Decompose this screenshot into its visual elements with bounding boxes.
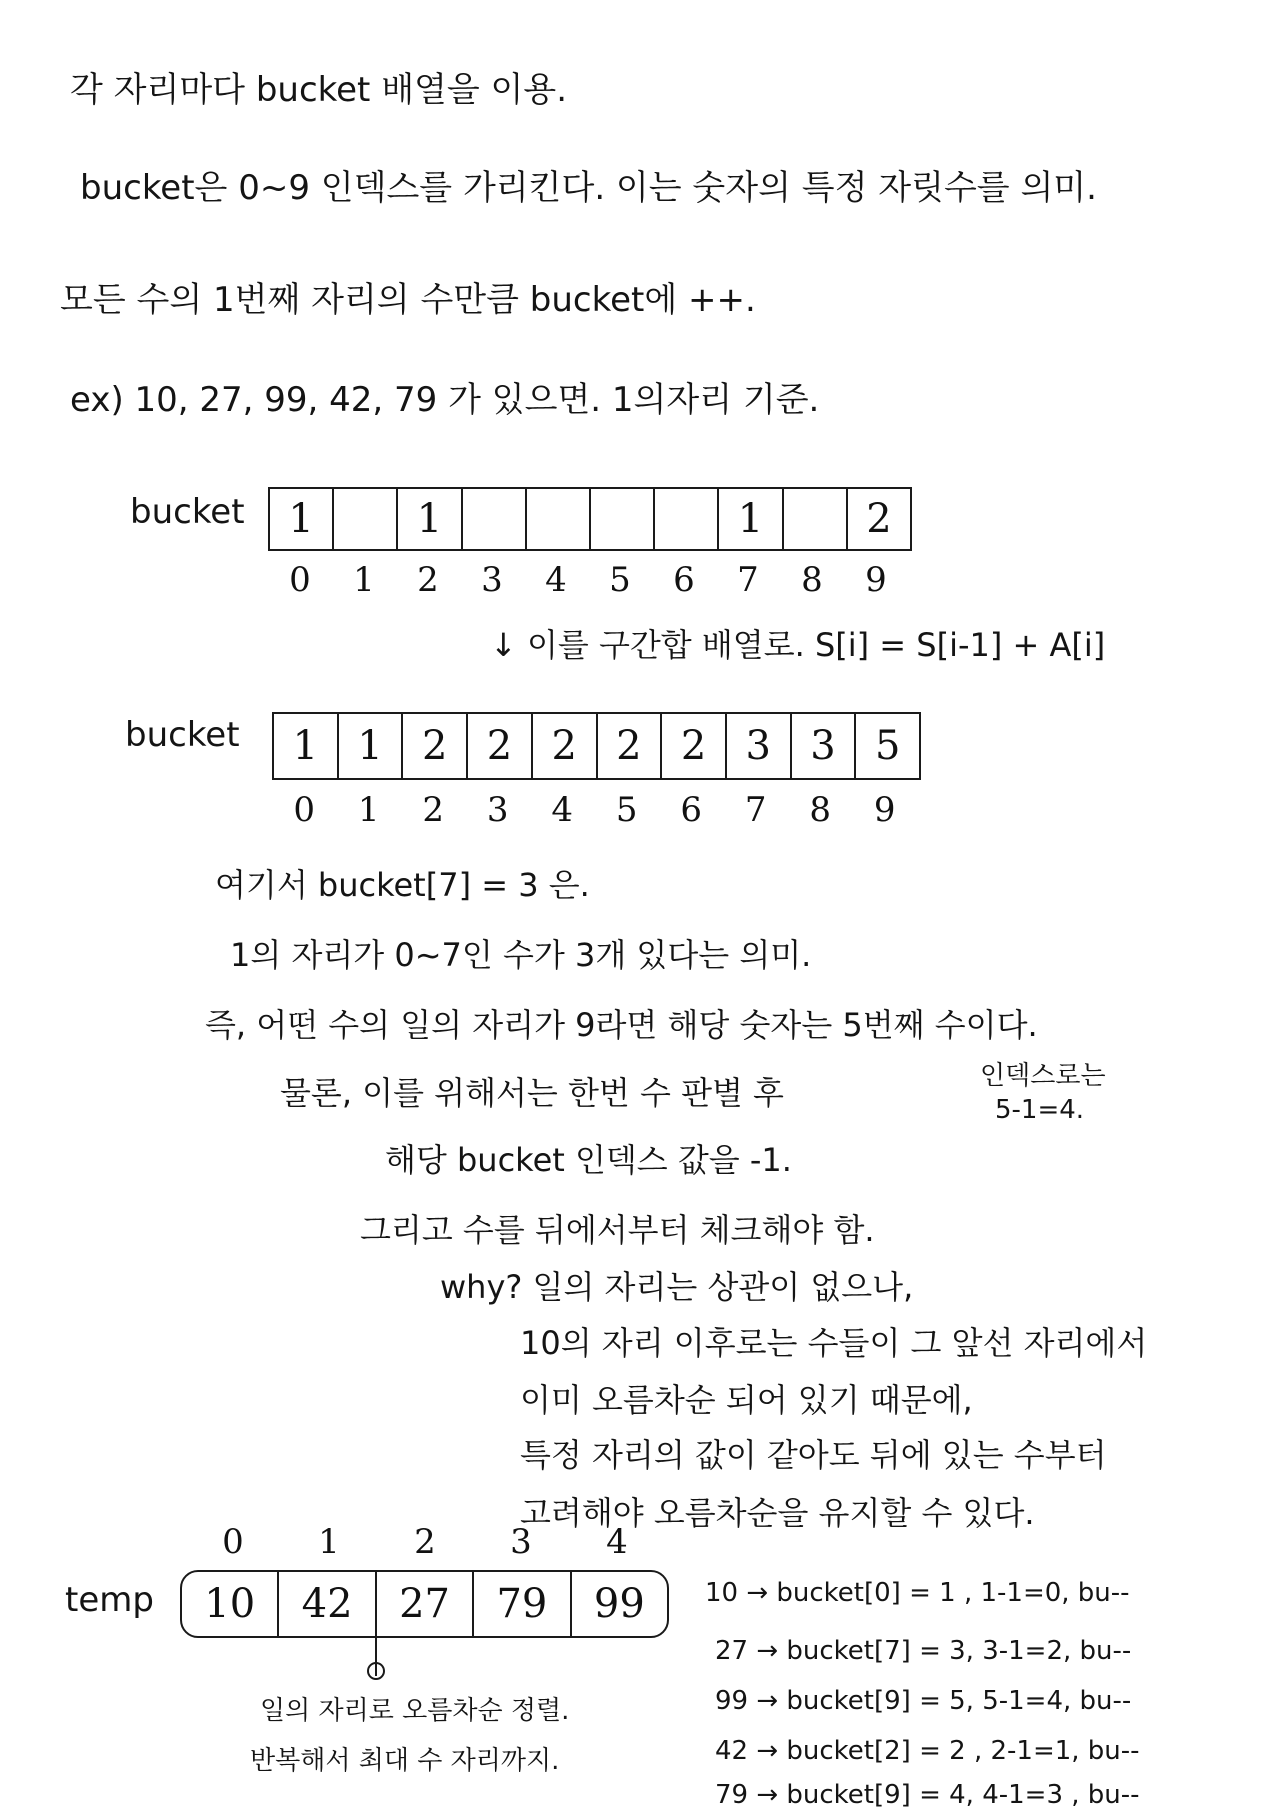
explain-line-5: 해당 bucket 인덱스 값을 -1.: [385, 1141, 792, 1179]
bucket1-cell: [655, 489, 719, 549]
temp-cell: 99: [593, 1581, 645, 1627]
explain-line-9: 이미 오름차순 되어 있기 때문에,: [520, 1381, 973, 1419]
explain-line-2: 1의 자리가 0~7인 수가 3개 있다는 의미.: [230, 936, 812, 974]
explain-side-2: 5-1=4.: [995, 1095, 1085, 1125]
temp-index: 0: [222, 1522, 244, 1562]
bucket-index-row-2: [272, 790, 917, 830]
bucket1-cell: 2: [866, 496, 892, 542]
bucket2-cell: 1: [339, 714, 404, 778]
bucket2-cell: 1: [274, 714, 339, 778]
explain-line-1: 여기서 bucket[7] = 3 은.: [215, 866, 590, 904]
note-line-2: bucket은 0~9 인덱스를 가리킨다. 이는 숫자의 특정 자릿수를 의미.: [80, 168, 1097, 208]
bucket-array-1: [268, 487, 912, 551]
note-line-4: ex) 10, 27, 99, 42, 79 가 있으면. 1의자리 기준.: [70, 380, 820, 420]
temp-cell: 10: [182, 1572, 279, 1636]
temp-cell: 27: [377, 1572, 474, 1636]
bucket1-cell: 1: [719, 489, 783, 549]
explain-line-10: 특정 자리의 값이 같아도 뒤에 있는 수부터: [520, 1436, 1107, 1474]
bucket2-index: 1: [357, 790, 380, 830]
temp-index: 2: [414, 1522, 436, 1562]
bucket1-cell: [463, 489, 527, 549]
bucket1-index: 9: [865, 560, 887, 600]
temp-cell: 42: [279, 1572, 376, 1636]
bucket2-index: 6: [680, 790, 703, 830]
explain-line-11: 고려해야 오름차순을 유지할 수 있다.: [520, 1494, 1035, 1532]
bucket2-index: 2: [422, 790, 445, 830]
bucket2-cell: 3: [727, 714, 792, 778]
bucket2-index: 9: [873, 790, 896, 830]
temp-index: 3: [510, 1522, 532, 1562]
bucket-label-1: bucket: [130, 492, 245, 532]
temp-index: 1: [318, 1522, 340, 1562]
bucket1-index: 7: [737, 560, 759, 600]
bucket2-cell: 2: [533, 714, 598, 778]
step-line: 99 → bucket[9] = 5, 5-1=4, bu--: [715, 1686, 1132, 1716]
bucket1-cell: 1: [398, 489, 462, 549]
bucket-label-2: bucket: [125, 715, 240, 755]
temp-array: [180, 1570, 669, 1638]
explain-line-8: 10의 자리 이후로는 수들이 그 앞선 자리에서: [520, 1324, 1148, 1362]
explain-side-1: 인덱스로는: [980, 1061, 1106, 1091]
bucket1-cell: 1: [270, 489, 334, 549]
step-line: 79 → bucket[9] = 4, 4-1=3 , bu--: [715, 1780, 1140, 1810]
bucket1-cell: [334, 489, 398, 549]
temp-index: 4: [606, 1522, 628, 1562]
bucket1-index: 4: [545, 560, 567, 600]
prefix-sum-note: ↓ 이를 구간합 배열로. S[i] = S[i-1] + A[i]: [490, 626, 1106, 664]
note-line-1: 각 자리마다 bucket 배열을 이용.: [70, 70, 568, 110]
step-line: 42 → bucket[2] = 2 , 2-1=1, bu--: [715, 1736, 1140, 1766]
bucket1-index: 3: [481, 560, 503, 600]
bucket-index-row-1: [268, 560, 908, 600]
bucket2-index: 4: [551, 790, 574, 830]
bucket1-index: 6: [673, 560, 695, 600]
bucket2-cell: 2: [662, 714, 727, 778]
bucket2-cell: 2: [598, 714, 663, 778]
bucket1-cell: [527, 489, 591, 549]
bucket-array-2: [272, 712, 921, 780]
bucket2-index: 3: [486, 790, 509, 830]
temp-note-2: 반복해서 최대 수 자리까지.: [250, 1746, 560, 1776]
temp-cell: 79: [474, 1572, 571, 1636]
bucket2-cell: 2: [468, 714, 533, 778]
temp-label: temp: [65, 1580, 154, 1620]
bucket2-cell: 5: [874, 723, 901, 769]
explain-line-6: 그리고 수를 뒤에서부터 체크해야 함.: [360, 1211, 875, 1249]
bucket1-index: 2: [417, 560, 439, 600]
temp-note-1: 일의 자리로 오름차순 정렬.: [260, 1696, 570, 1726]
temp-index-row: [185, 1522, 665, 1562]
bucket2-index: 7: [744, 790, 767, 830]
bucket1-cell: [591, 489, 655, 549]
bucket1-index: 1: [353, 560, 375, 600]
arrow-down-icon: [375, 1636, 377, 1676]
bucket1-index: 5: [609, 560, 631, 600]
explain-line-7: why? 일의 자리는 상관이 없으나,: [440, 1268, 914, 1306]
bucket1-cell: [784, 489, 848, 549]
bucket2-index: 8: [809, 790, 832, 830]
bucket2-index: 5: [615, 790, 638, 830]
bucket2-cell: 3: [792, 714, 857, 778]
bucket1-index: 8: [801, 560, 823, 600]
bucket1-index: 0: [289, 560, 311, 600]
explain-line-4: 물론, 이를 위해서는 한번 수 판별 후: [280, 1074, 784, 1112]
bucket2-index: 0: [293, 790, 316, 830]
note-line-3: 모든 수의 1번째 자리의 수만큼 bucket에 ++.: [60, 280, 756, 320]
explain-line-3: 즉, 어떤 수의 일의 자리가 9라면 해당 숫자는 5번째 수이다.: [205, 1006, 1038, 1044]
step-line: 10 → bucket[0] = 1 , 1-1=0, bu--: [705, 1578, 1130, 1608]
bucket2-cell: 2: [403, 714, 468, 778]
step-line: 27 → bucket[7] = 3, 3-1=2, bu--: [715, 1636, 1132, 1666]
